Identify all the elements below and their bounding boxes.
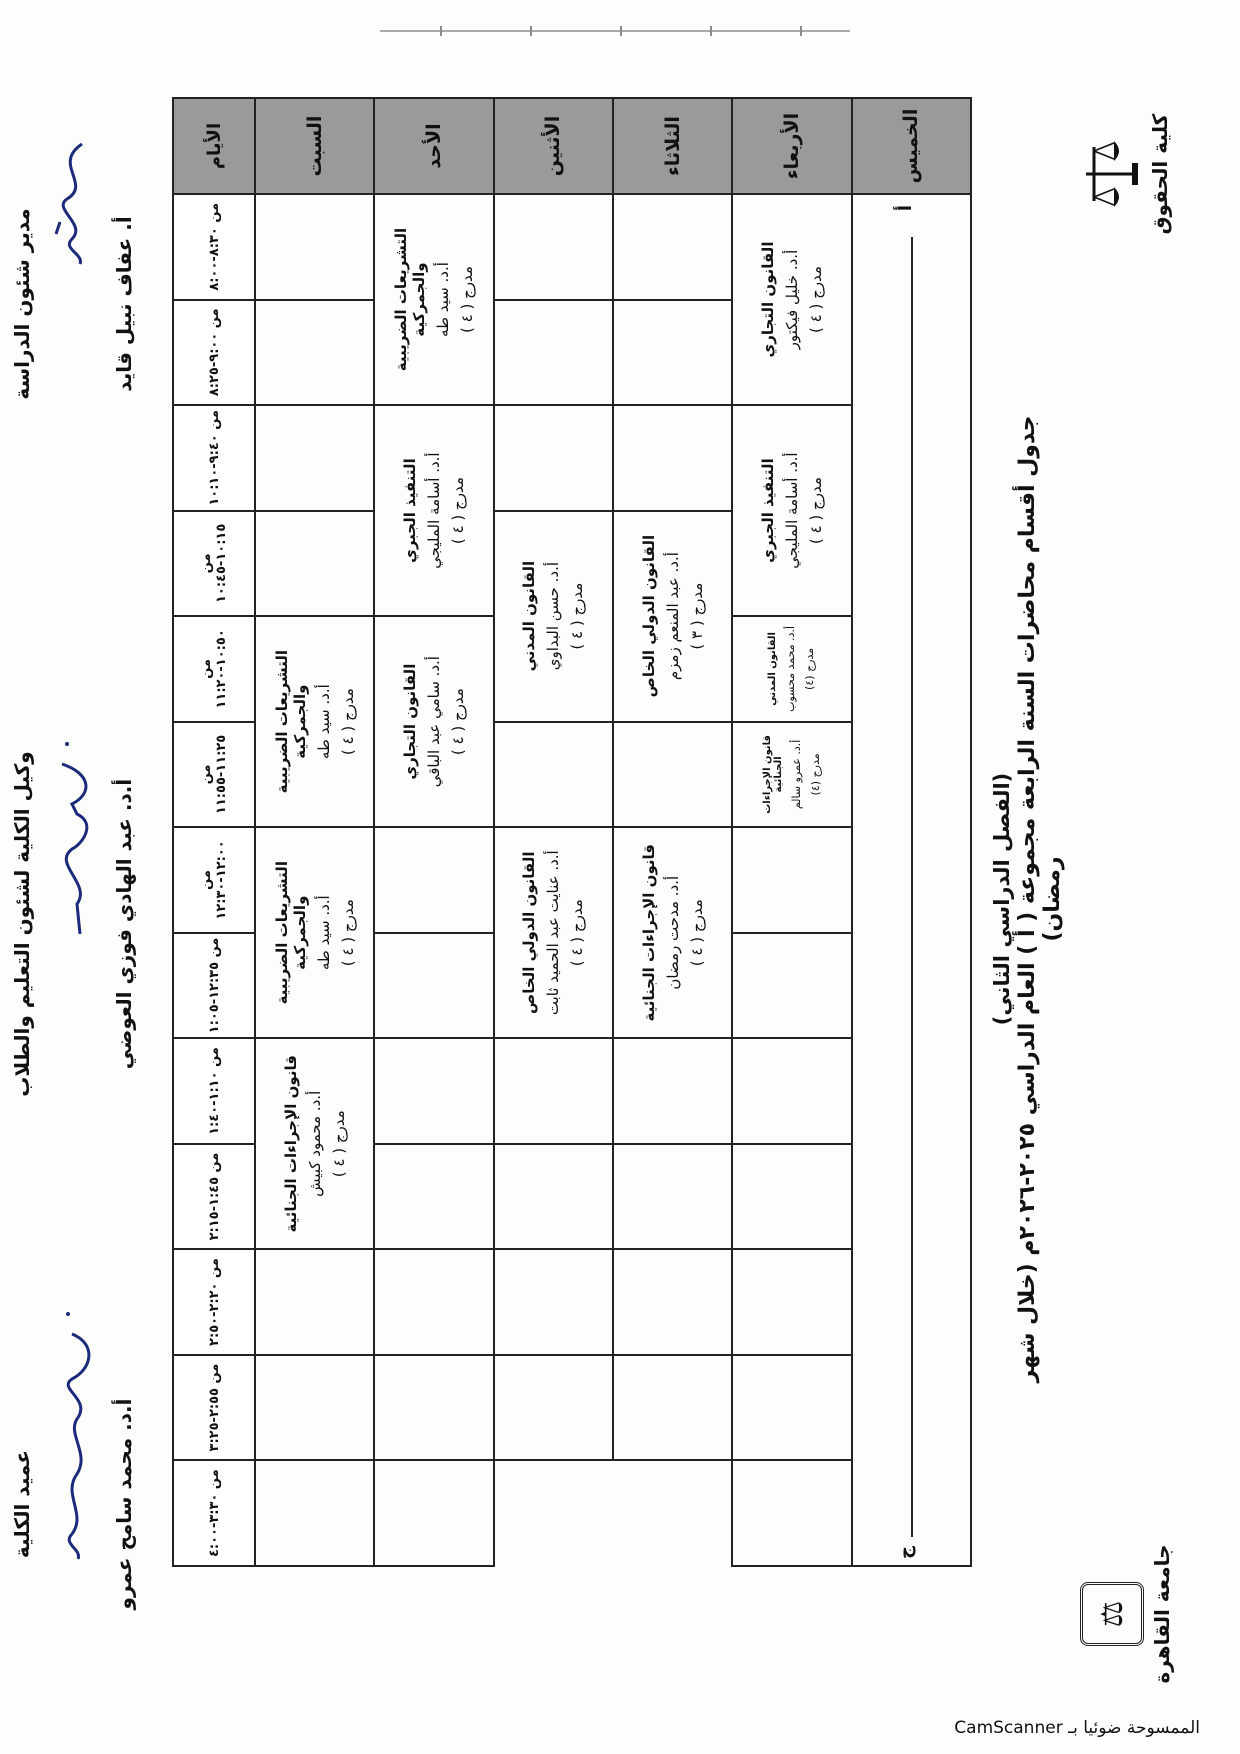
- session-subject: التشريعات الضريبية والجمركية: [391, 227, 428, 372]
- session-professor: أ.د. عبد المنعم زمزم: [663, 552, 682, 681]
- session-hall: مدرج ( ٤ ): [806, 266, 825, 333]
- empty-cell: [732, 1038, 851, 1144]
- session-professor: أ.د. عنايت عبد الحميد ثابت: [544, 850, 563, 1016]
- session-cell: [374, 194, 493, 405]
- empty-cell: [255, 194, 374, 300]
- holiday-end-mark: ج: [894, 1546, 916, 1559]
- session-hall: مدرج ( ٤ ): [687, 899, 706, 967]
- day-row-wednesday: [732, 98, 851, 1566]
- empty-cell: [732, 1144, 851, 1250]
- session-cell: [613, 827, 732, 1038]
- session-subject: القانون التجاري: [758, 241, 777, 358]
- empty-cell: [255, 1249, 374, 1355]
- empty-cell: [613, 300, 732, 406]
- session-professor: أ.د. سيد طه: [433, 262, 452, 337]
- session-hall: مدرج ( ٤ ): [338, 688, 357, 756]
- empty-cell: [494, 722, 613, 828]
- empty-cell: [494, 405, 613, 511]
- session-cell: [732, 616, 851, 722]
- session-cell: [255, 1038, 374, 1249]
- session-cell: [732, 405, 851, 616]
- time-slot-header: من ١١:٢٥-١١:٥٥: [173, 722, 255, 828]
- session-subject: القانون المدني: [520, 560, 539, 672]
- university-seal-icon: ⚖: [1080, 1582, 1144, 1646]
- empty-cell: [255, 1355, 374, 1461]
- time-slot-header: من ١٠:١٥-١٠:٤٥: [173, 511, 255, 617]
- empty-cell: [613, 1249, 732, 1355]
- day-row-sunday: [374, 98, 493, 1566]
- holiday-cell: [852, 194, 971, 1566]
- empty-cell: [494, 1355, 613, 1461]
- handwritten-signature-icon: [42, 714, 104, 974]
- time-slot-header: من ٨:٣٠-٨:٠٠: [173, 194, 255, 300]
- session-cell: [255, 616, 374, 827]
- signature-director: [10, 94, 136, 514]
- time-header-row: [173, 98, 255, 1566]
- camscanner-watermark: الممسوحة ضوئيا بـ CamScanner: [954, 1718, 1200, 1738]
- session-hall: مدرج ( ٣ ): [687, 582, 706, 650]
- empty-cell: [732, 1355, 851, 1461]
- empty-cell: [732, 827, 851, 933]
- time-slot-header: من ١٢:٣٥-١:٠٥: [173, 933, 255, 1039]
- empty-cell: [374, 1038, 493, 1144]
- empty-cell: [613, 1355, 732, 1461]
- faculty-name: كلية الحقوق: [1148, 113, 1172, 235]
- empty-cell: [494, 300, 613, 406]
- session-subject: القانون التجاري: [400, 663, 419, 780]
- handwritten-signature-icon: [42, 94, 104, 294]
- day-row-saturday: [255, 98, 374, 1566]
- session-cell: [494, 827, 613, 1038]
- session-subject: القانون الدولي الخاص: [639, 534, 658, 698]
- day-label: السبت: [255, 98, 374, 194]
- signature-name: أ. عفاف نبيل قايد: [112, 216, 136, 392]
- faculty-header: [1080, 74, 1172, 274]
- session-subject: القانون المدني: [767, 632, 779, 706]
- session-cell: [732, 722, 851, 828]
- empty-cell: [613, 194, 732, 300]
- empty-cell: [613, 405, 732, 511]
- session-subject: قانون الإجراءات الجنائية: [761, 735, 784, 814]
- time-slot-header: من ١:١٠-١:٤٠: [173, 1038, 255, 1144]
- session-professor: أ.د. مدحت رمضان: [663, 875, 682, 990]
- empty-cell: [613, 1144, 732, 1250]
- time-slot-header: من ٢:٥٥-٣:٢٥: [173, 1355, 255, 1461]
- session-cell: [374, 405, 493, 616]
- session-subject: التشريعات الضريبية والجمركية: [272, 861, 309, 1005]
- scales-of-justice-icon: [1080, 139, 1142, 209]
- session-hall: مدرج ( ٤ ): [329, 1110, 348, 1178]
- session-subject: القانون الدولي الخاص: [520, 851, 539, 1014]
- session-professor: أ.د. أسامة المليجي: [424, 452, 443, 569]
- signature-name: أ.د. عبد الهادي فوزي العوضي: [112, 778, 136, 1070]
- empty-cell: [374, 827, 493, 933]
- signature-dean: [10, 1294, 136, 1714]
- session-professor: أ.د. حسن البداوي: [544, 561, 563, 671]
- session-professor: أ.د. محمود كبيش: [305, 1090, 324, 1197]
- university-name: جامعة القاهرة: [1150, 1544, 1174, 1684]
- empty-cell: [374, 933, 493, 1039]
- time-slot-header: من ١:٤٥-٢:١٥: [173, 1144, 255, 1250]
- page-subtitle: (الفصل الدراسي الثاني): [990, 772, 1014, 1026]
- session-cell: [732, 194, 851, 405]
- handwritten-signature-icon: [42, 1294, 104, 1594]
- page-title: جدول أقسام محاضرات السنة الرابعة مجموعة ( أ ) العام الدراسي ٢٠٢٥-٢٠٢٦م (خلال شهر رمضان): [1015, 415, 1065, 1383]
- empty-cell: [732, 1460, 851, 1566]
- schedule-table: [172, 97, 972, 1567]
- empty-cell: [255, 511, 374, 617]
- day-row-tuesday: [613, 98, 732, 1566]
- session-cell: [494, 511, 613, 722]
- university-header: [1080, 1514, 1174, 1714]
- empty-cell: [494, 194, 613, 300]
- time-slot-header: من ٩:٠٠-٨:٢٥: [173, 300, 255, 406]
- session-subject: قانون الإجراءات الجنائية: [281, 1055, 300, 1233]
- session-hall: مدرج ( ٤ ): [568, 899, 587, 967]
- holiday-start-mark: أ: [894, 205, 916, 212]
- session-hall: مدرج ( ٤ ): [448, 477, 467, 545]
- time-slot-header: من ١٠:٥٠-١١:٢٠: [173, 616, 255, 722]
- session-cell: [374, 616, 493, 827]
- time-slot-header: من ٩:٤٠-١٠:١٠: [173, 405, 255, 511]
- signature-name: أ.د. محمد سامح عمرو: [112, 1398, 136, 1610]
- empty-cell: [732, 933, 851, 1039]
- day-row-monday: [494, 98, 613, 1566]
- empty-cell: [613, 722, 732, 828]
- session-professor: أ.د. خليل فيكتور: [782, 249, 801, 350]
- signature-title: عميد الكلية: [10, 1449, 34, 1559]
- holiday-line: [911, 237, 913, 1537]
- signature-title: مدير شئون الدراسة: [10, 208, 34, 400]
- session-professor: أ.د. عمرو سالم: [789, 739, 803, 810]
- session-hall: مدرج (٤): [808, 753, 822, 796]
- empty-cell: [494, 1144, 613, 1250]
- empty-cell: [613, 1038, 732, 1144]
- session-subject: قانون الإجراءات الجنائية: [639, 844, 658, 1022]
- session-professor: أ.د. محمد محسوب: [784, 625, 798, 712]
- empty-cell: [494, 1038, 613, 1144]
- day-row-thursday: [852, 98, 971, 1566]
- day-label: الثلاثاء: [613, 98, 732, 194]
- corner-header: الأيام: [173, 98, 255, 194]
- session-professor: أ.د. أسامة المليجي: [782, 452, 801, 569]
- empty-cell: [255, 405, 374, 511]
- signature-title: وكيل الكلية لشئون التعليم والطلاب: [10, 751, 34, 1097]
- empty-cell: [255, 300, 374, 406]
- day-label: الخميس: [852, 98, 971, 194]
- session-hall: مدرج ( ٤ ): [806, 477, 825, 545]
- session-subject: التنفيذ الجبري: [400, 458, 419, 563]
- time-slot-header: من ٣:٣٠-٤:٠٠: [173, 1460, 255, 1566]
- session-hall: مدرج ( ٤ ): [568, 582, 587, 650]
- session-subject: التنفيذ الجبري: [758, 458, 777, 563]
- session-professor: أ.د. سامي عبد الباقي: [424, 656, 443, 788]
- empty-cell: [374, 1144, 493, 1250]
- signature-vice-dean: [10, 714, 136, 1134]
- empty-cell: [374, 1249, 493, 1355]
- empty-cell: [374, 1355, 493, 1461]
- session-hall: مدرج ( ٤ ): [457, 266, 476, 333]
- session-cell: [613, 511, 732, 722]
- session-professor: أ.د. سيد طه: [314, 895, 333, 971]
- session-subject: التشريعات الضريبية والجمركية: [272, 649, 309, 794]
- empty-cell: [374, 1460, 493, 1566]
- session-hall: مدرج (٤): [803, 647, 817, 690]
- day-label: الأثنين: [494, 98, 613, 194]
- session-hall: مدرج ( ٤ ): [448, 688, 467, 756]
- empty-cell: [494, 1249, 613, 1355]
- day-label: الأحد: [374, 98, 493, 194]
- time-slot-header: من ١٢:٠٠-١٢:٣٠: [173, 827, 255, 933]
- session-hall: مدرج ( ٤ ): [338, 899, 357, 967]
- empty-cell: [255, 1460, 374, 1566]
- day-label: الأربعاء: [732, 98, 851, 194]
- session-professor: أ.د. سيد طه: [314, 684, 333, 760]
- session-cell: [255, 827, 374, 1038]
- time-slot-header: من ٢:٢٠-٢:٥٠: [173, 1249, 255, 1355]
- empty-cell: [732, 1249, 851, 1355]
